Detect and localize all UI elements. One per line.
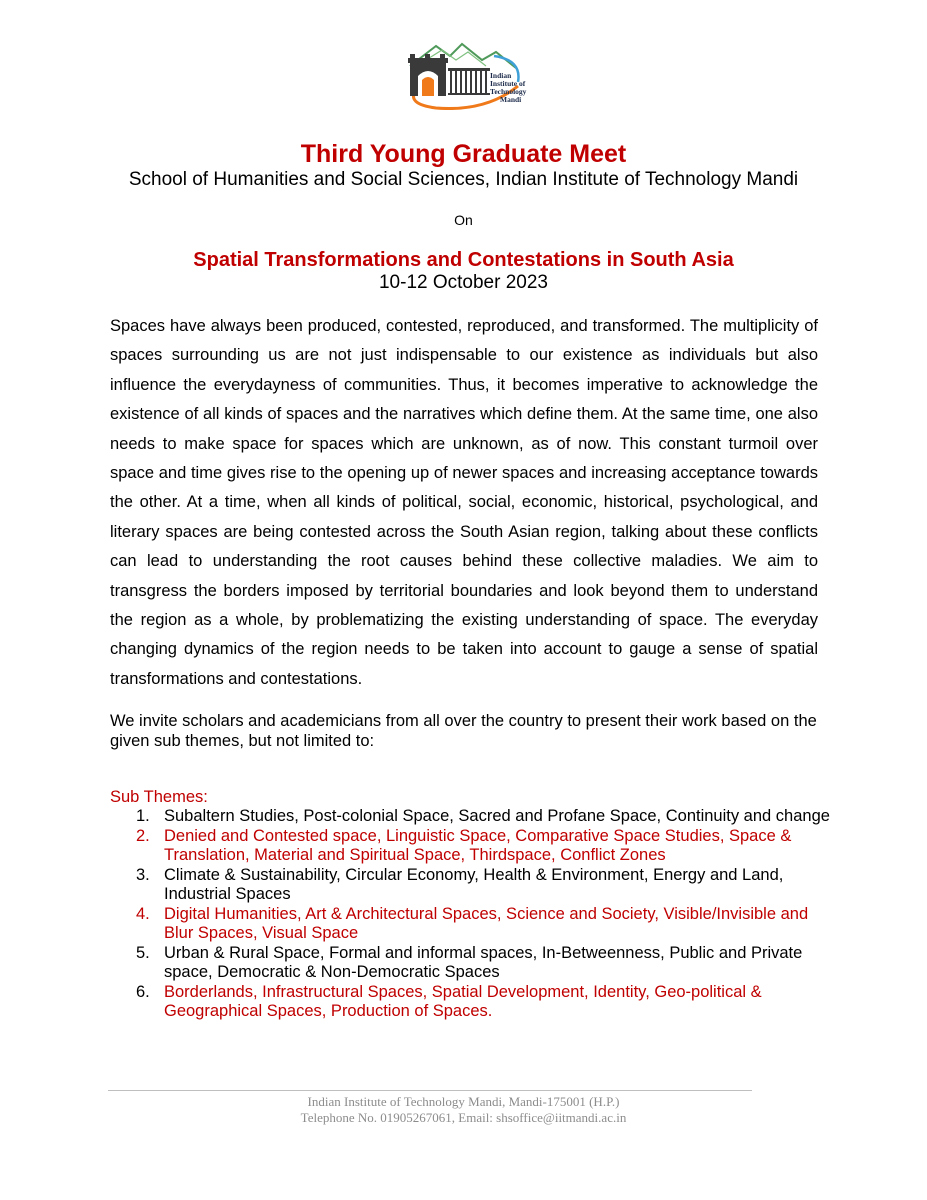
list-item: 4. Digital Humanities, Art & Architectural Spaces, Science and Society, Visible/Invisible and Blur Spaces, Visual Space	[136, 905, 809, 942]
logo-wordmark: Indian Institute of Technology Mandi	[490, 71, 527, 104]
footer-address: Indian Institute of Technology Mandi, Mandi-175001 (H.P.)	[307, 1094, 620, 1109]
on-label: On	[454, 212, 473, 228]
list-item: 2. Denied and Contested space, Linguistic Space, Comparative Space Studies, Space & Translation, Material and Spiritual Space, Thirdspace, Conflict Zones	[136, 827, 792, 864]
list-item: 6. Borderlands, Infrastructural Spaces, Spatial Development, Identity, Geo-political & Geographical Spaces, Production of Spaces.	[136, 983, 762, 1020]
sub-themes-list	[136, 807, 836, 1022]
list-item: 5. Urban & Rural Space, Formal and informal spaces, In-Betweenness, Public and Private space, Democratic & Non-Democratic Spaces	[136, 944, 803, 981]
page-title: Third Young Graduate Meet	[300, 140, 627, 168]
meet-dates: 10-12 October 2023	[378, 272, 548, 293]
list-item: 3. Climate & Sustainability, Circular Economy, Health & Environment, Energy and Land, Industrial Spaces	[136, 866, 784, 903]
page-subtitle: School of Humanities and Social Sciences, Indian Institute of Technology Mandi	[128, 169, 799, 190]
meet-theme: Spatial Transformations and Contestations in South Asia	[193, 249, 734, 271]
list-item: 1. Subaltern Studies, Post-colonial Space, Sacred and Profane Space, Continuity and change	[136, 807, 830, 825]
invite-paragraph: We invite scholars and academicians from all over the country to present their work based on the given sub themes, but not limited to:	[110, 712, 817, 750]
sub-themes-heading: Sub Themes:	[110, 788, 208, 806]
footer-divider	[108, 1090, 752, 1091]
intro-paragraph: Spaces have always been produced, contested, reproduced, and transformed. The multiplicity of spaces surrounding us are not just indispensable to our existence as individuals but also influence the everydayness of communities. Thus, it becomes imperative to acknowledge the existence of all kinds of spaces and the narratives which define them. At the same time, one also needs to make space for spaces which are unknown, as of now. This constant turmoil over space and time gives rise to the opening up of newer spaces and increasing acceptance towards the other. At a time, when all kinds of political, social, economic, historical, psychological, and literary spaces are being contested across the South Asian region, talking about these conflicts can lead to understanding the root causes behind these collective maladies. We aim to transgress the borders imposed by territorial boundaries and look beyond them to understand the region as a whole, by problematizing the existing understanding of space. The everyday changing dynamics of the region needs to be taken into account to gauge a sense of spatial transformations and contestations.	[110, 317, 818, 688]
footer-contact: Telephone No. 01905267061, Email: shsoffice@iitmandi.ac.in	[300, 1110, 627, 1125]
